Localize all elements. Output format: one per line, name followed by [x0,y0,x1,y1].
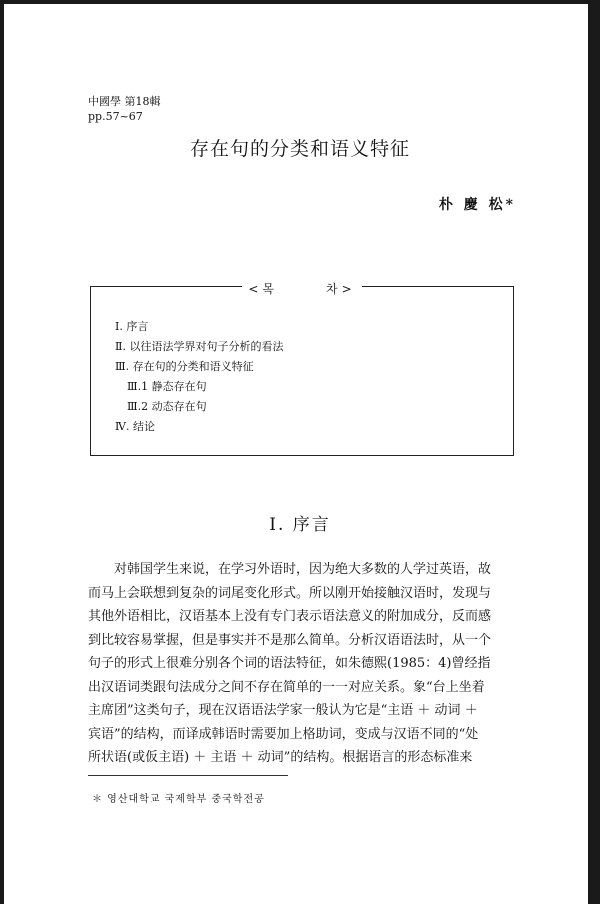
toc-subitem: Ⅲ.1 静态存在句 [127,380,207,393]
journal-name: 中國學 第18輯 [88,95,161,108]
toc-item: Ⅳ. 结论 [115,420,155,433]
body-line: 句子的形式上很难分别各个词的语法特征，如朱德熙(1985：4)曾经指 [88,656,491,671]
journal-info [88,94,161,124]
author-name: 朴 慶 松* [438,197,516,213]
footnote-divider [88,775,288,776]
toc-heading-label: <목 차> [242,282,361,296]
body-line: 出汉语词类跟句法成分之间不存在简单的一一对应关系。象“台上坐着 [88,679,485,695]
author-affiliation-footnote: ＊ 영산대학교 국제학부 중국학전공 [92,794,265,805]
body-paragraph [88,558,528,770]
table-of-contents [90,282,514,456]
body-line: 而马上会联想到复杂的词尾变化形式。所以刚开始接触汉语时，发现与 [88,585,492,601]
toc-item: Ⅲ. 存在句的分类和语义特征 [115,360,254,373]
section-heading: Ⅰ. 序言 [269,515,331,535]
paper-title: 存在句的分类和语义特征 [189,138,410,160]
body-line: 其他外语相比，汉语基本上没有专门表示语法意义的附加成分，反而感 [88,609,492,624]
body-line: 所状语(或仮主语) ＋ 主语 ＋ 动词”的结构。根据语言的形态标准来 [88,750,473,765]
toc-subitem: Ⅲ.2 动态存在句 [127,400,207,413]
body-line: 宾语”的结构，而译成韩语时需要加上格助词，变成与汉语不同的“处 [88,726,479,742]
scan-border-top [0,0,600,4]
page-range: pp.57~67 [88,110,143,123]
body-line: 主席团”这类句子，现在汉语语法学家一般认为它是“主语 ＋ 动词 ＋ [88,703,478,718]
toc-list [115,317,283,437]
body-line: 对韩国学生来说，在学习外语时，因为绝大多数的人学过英语，故 [88,562,492,577]
body-line: 到比较容易掌握，但是事实并不是那么简单。分析汉语语法时，从一个 [88,632,492,648]
toc-item: Ⅰ. 序言 [115,320,149,333]
toc-heading [91,278,513,297]
toc-item: Ⅱ. 以往语法学界对句子分析的看法 [115,340,284,353]
